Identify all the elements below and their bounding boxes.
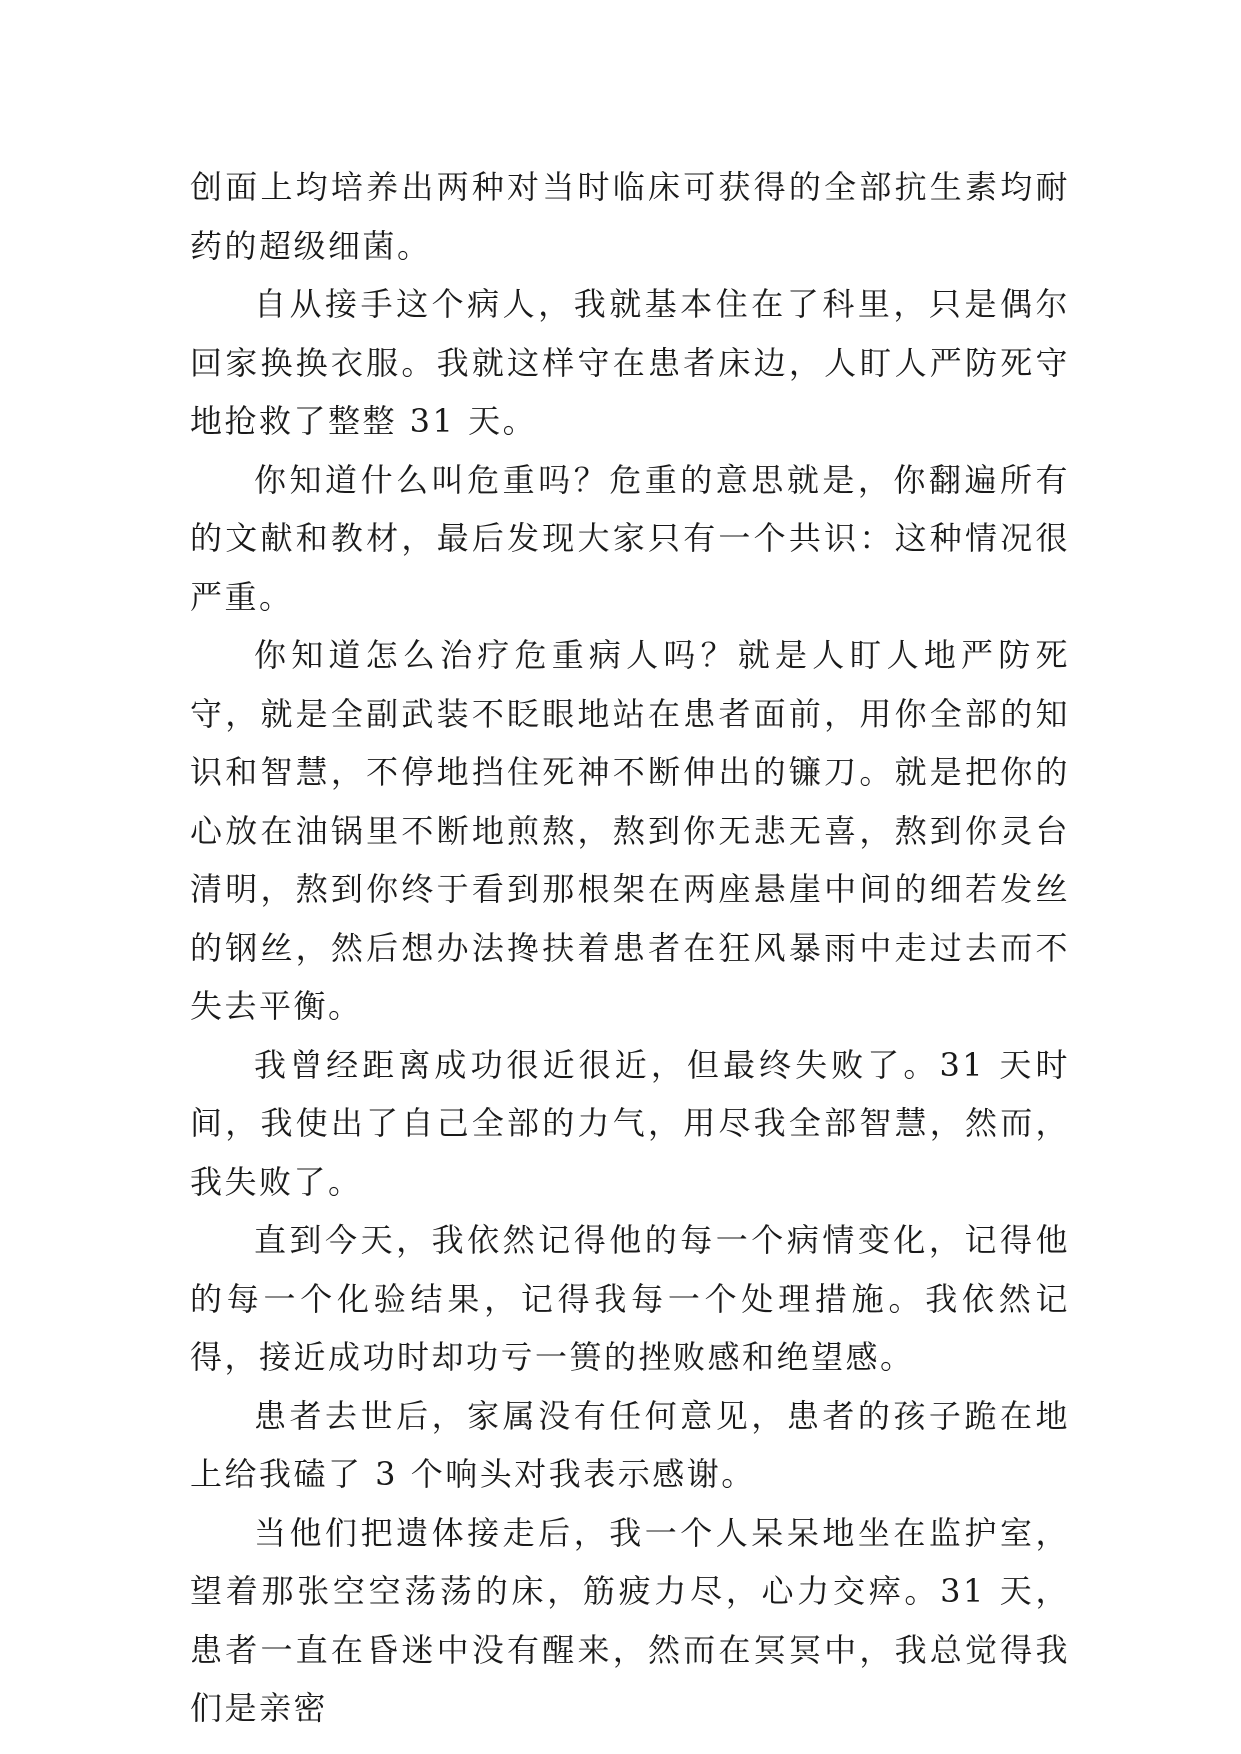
paragraph: 你知道什么叫危重吗？危重的意思就是，你翻遍所有的文献和教材，最后发现大家只有一个共识：这种情况很严重。: [190, 460, 1070, 616]
paragraph: 创面上均培养出两种对当时临床可获得的全部抗生素均耐药的超级细菌。: [190, 168, 1070, 265]
paragraph: 当他们把遗体接走后，我一个人呆呆地坐在监护室，望着那张空空荡荡的床，筋疲力尽，心力交瘁。31 天，患者一直在昏迷中没有醒来，然而在冥冥中，我总觉得我们是亲密: [190, 1513, 1070, 1727]
paragraph: 自从接手这个病人，我就基本住在了科里，只是偶尔回家换换衣服。我就这样守在患者床边，人盯人严防死守地抢救了整整 31 天。: [190, 285, 1070, 440]
paragraph: 你知道怎么治疗危重病人吗？就是人盯人地严防死守，就是全副武装不眨眼地站在患者面前，用你全部的知识和智慧，不停地挡住死神不断伸出的镰刀。就是把你的心放在油锅里不断地煎熬，熬到你无悲无喜，熬到你灵台清明，熬到你终于看到那根架在两座悬崖中间的细若发丝的钢丝，然后想办法搀扶着患者在狂风暴雨中走过去而不失去平衡。: [190, 636, 1070, 1025]
paragraph: 患者去世后，家属没有任何意见，患者的孩子跪在地上给我磕了 3 个响头对我表示感谢。: [190, 1396, 1070, 1493]
paragraph: 直到今天，我依然记得他的每一个病情变化，记得他的每一个化验结果，记得我每一个处理措施。我依然记得，接近成功时却功亏一篑的挫败感和绝望感。: [190, 1221, 1070, 1376]
paragraph: 我曾经距离成功很近很近，但最终失败了。31 天时间，我使出了自己全部的力气，用尽我全部智慧，然而，我失败了。: [190, 1045, 1070, 1201]
document-body: [190, 158, 1070, 1738]
